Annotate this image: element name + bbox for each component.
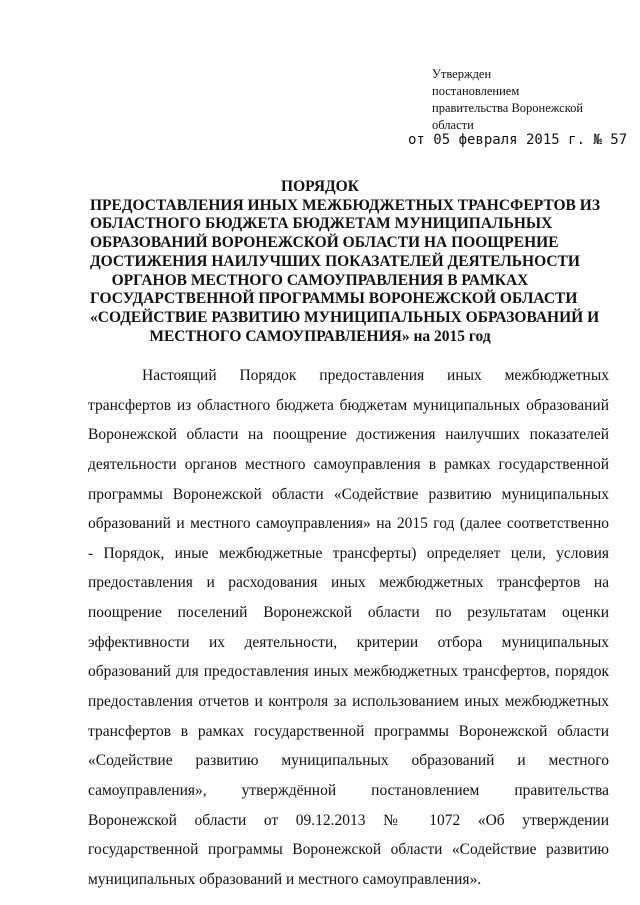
paragraph-line: государственной программы Воронежской области «Содействие развитию: [88, 841, 609, 859]
paragraph-line: поощрение поселений Воронежской области по результатам оценки: [88, 604, 609, 622]
paragraph-line: деятельности органов местного самоуправления в рамках государственной: [88, 455, 609, 473]
paragraph-line: программы Воронежской области «Содействие развитию муниципальных: [88, 485, 609, 503]
approval-stamp: [432, 66, 583, 134]
document-title: [90, 178, 601, 346]
paragraph-line: муниципальных образований и местного самоуправления».: [88, 870, 482, 888]
body-paragraph: [88, 367, 609, 901]
paragraph-line: Воронежской области на поощрение достижения наилучших показателей: [88, 426, 609, 444]
title-line: «СОДЕЙСТВИЕ РАЗВИТИЮ МУНИЦИПАЛЬНЫХ ОБРАЗОВАНИЙ И: [90, 308, 600, 326]
paragraph-line: предоставления и расходования иных межбюджетных трансфертов на: [88, 574, 609, 592]
decree-date-number: от 05 февраля 2015 г. № 57: [408, 132, 628, 148]
title-line: ГОСУДАРСТВЕННОЙ ПРОГРАММЫ ВОРОНЕЖСКОЙ ОБЛАСТИ: [90, 290, 578, 308]
approval-line: постановлением: [432, 84, 520, 98]
title-line: ОРГАНОВ МЕСТНОГО САМОУПРАВЛЕНИЯ В РАМКАХ: [111, 271, 529, 289]
title-line: МЕСТНОГО САМОУПРАВЛЕНИЯ» на 2015 год: [149, 327, 491, 345]
paragraph-line: образований и местного самоуправления» на 2015 год (далее соответственно: [88, 515, 609, 533]
approval-line: области: [432, 118, 474, 132]
approval-line: правительства Воронежской: [432, 101, 584, 115]
paragraph-line: - Порядок, иные межбюджетные трансферты) определяет цели, условия: [88, 544, 609, 562]
paragraph-line: «Содействие развитию муниципальных образований и местного: [88, 752, 609, 770]
paragraph-line: образований для предоставления иных межбюджетных трансфертов, порядок: [88, 663, 609, 681]
paragraph-line: трансфертов из областного бюджета бюджетам муниципальных образований: [88, 396, 609, 414]
title-line: ДОСТИЖЕНИЯ НАИЛУЧШИХ ПОКАЗАТЕЛЕЙ ДЕЯТЕЛЬНОСТИ: [90, 252, 580, 270]
approval-line: Утвержден: [432, 67, 492, 81]
title-line: ОБРАЗОВАНИЙ ВОРОНЕЖСКОЙ ОБЛАСТИ НА ПООЩРЕНИЕ: [90, 234, 559, 252]
paragraph-line: Настоящий Порядок предоставления иных межбюджетных: [142, 367, 609, 384]
title-line: ОБЛАСТНОГО БЮДЖЕТА БЮДЖЕТАМ МУНИЦИПАЛЬНЫХ: [90, 215, 553, 233]
paragraph-line: предоставления отчетов и контроля за использованием иных межбюджетных: [88, 693, 609, 711]
paragraph-line: Воронежской области от 09.12.2013 № 1072 «Об утверждении: [88, 811, 609, 829]
paragraph-line: эффективности их деятельности, критерии отбора муниципальных: [88, 633, 609, 651]
paragraph-line: трансфертов в рамках государственной программы Воронежской области: [88, 722, 609, 740]
paragraph-line: самоуправления», утверждённой постановлением правительства: [88, 781, 609, 799]
title-line: ПРЕДОСТАВЛЕНИЯ ИНЫХ МЕЖБЮДЖЕТНЫХ ТРАНСФЕРТОВ ИЗ: [90, 196, 601, 214]
title-heading: ПОРЯДОК: [281, 178, 359, 195]
